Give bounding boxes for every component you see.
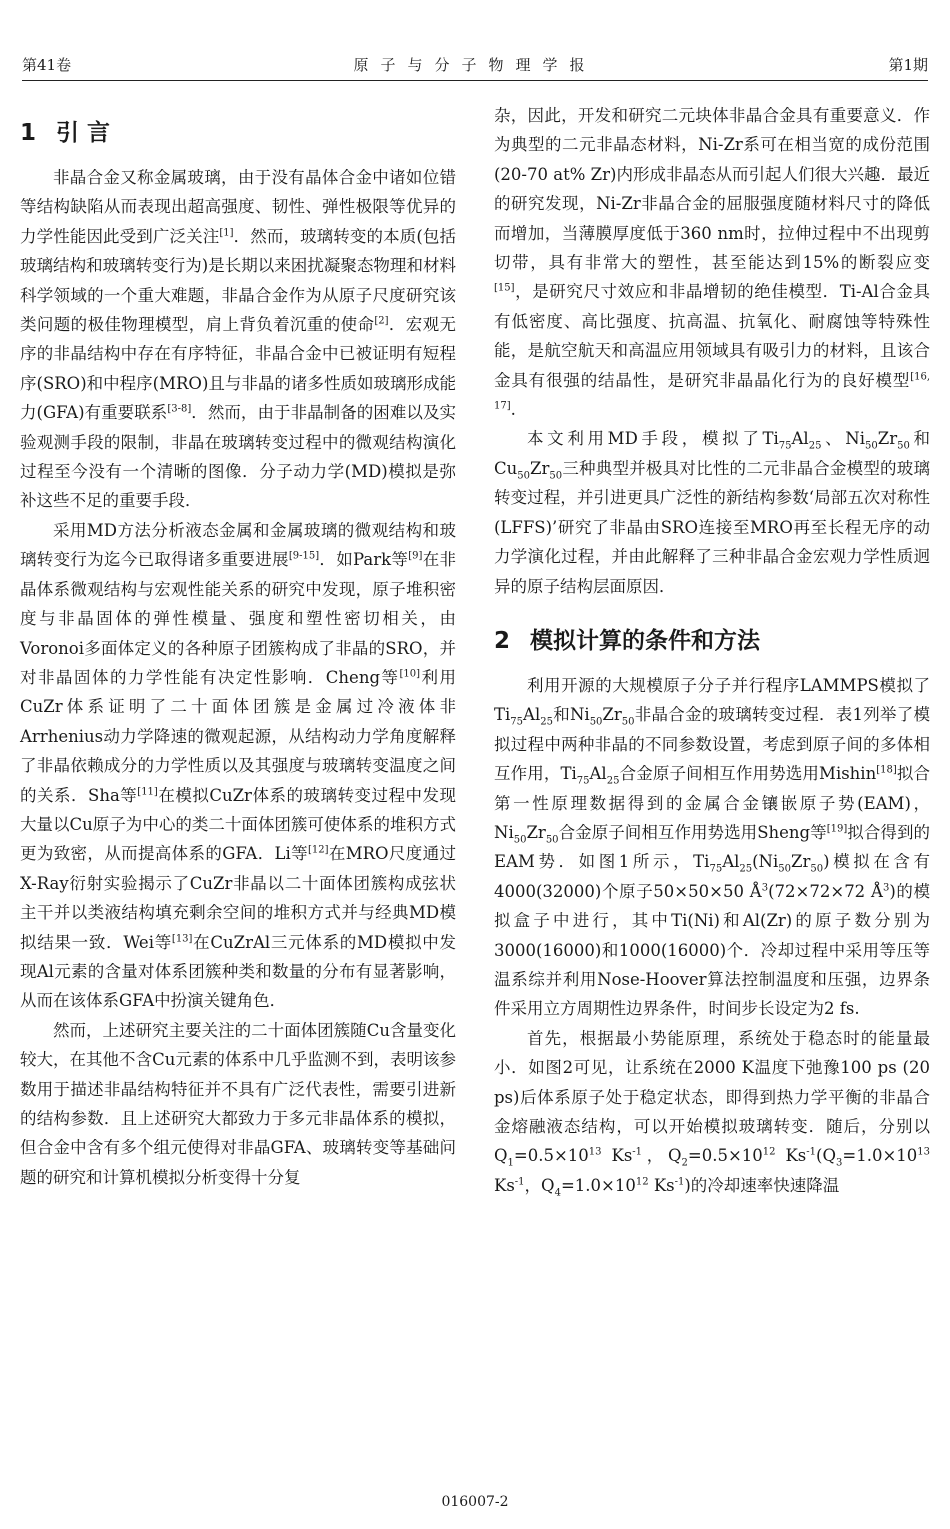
citation: [10] bbox=[399, 668, 421, 680]
paragraph: 非晶合金又称金属玻璃，由于没有晶体合金中诸如位错等结构缺陷从而表现出超高强度、韧性、弹性极限等优异的力学性能因此受到广泛关注[1]．然而，玻璃转变的本质(包括玻璃结构和玻璃转变行为)是长期以来困扰凝聚态物理和材料科学领域的一个重大难题，非晶合金作为从原子尺度研究该类问题的极佳物理模型，肩上背负着沉重的使命[2]．宏观无序的非晶结构中存在有序特征，非晶合金中已被证明有短程序(SRO)和中程序(MRO)且与非晶的诸多性质如玻璃形成能力(GFA)有重要联系[3-8]．然而，由于非晶制备的困难以及实验观测手段的限制，非晶在玻璃转变过程中的微观结构演化过程至今没有一个清晰的图像．分子动力学(MD)模拟是弥补这些不足的重要手段． bbox=[20, 168, 457, 511]
volume-label: 第41卷 bbox=[22, 56, 72, 74]
left-column bbox=[20, 101, 456, 1192]
right-column bbox=[494, 101, 930, 1200]
section-title: 引言 bbox=[56, 120, 119, 146]
citation: [13] bbox=[171, 933, 193, 945]
citation: [15] bbox=[494, 282, 515, 294]
section-title: 模拟计算的条件和方法 bbox=[530, 627, 761, 654]
paragraph: 本文利用MD手段，模拟了$Ti_{75}Al_{25}$、$Ni_{50}Zr_{50}$和$Cu_{50}Zr_{50}$三种典型并极具对比性的二元非晶合金模型的玻璃转变过程，并引进更具广泛性的新结构参数‘局部五次对称性(LFFS)’研究了非晶由SRO连接至MRO再至长程无序的动力学演化过程，并由此解释了三种非晶合金宏观力学性质迥异的原子结构层面原因． bbox=[494, 429, 931, 596]
citation: [9-15] bbox=[288, 550, 320, 562]
issue-label: 第1期 bbox=[888, 56, 928, 74]
running-header bbox=[22, 50, 928, 81]
citation: [19] bbox=[826, 823, 848, 835]
paragraph: 首先，根据最小势能原理，系统处于稳态时的能量最小．如图2可见，让系统在2000 K温度下弛豫100 ps (20 ps)后体系原子处于稳定状态，即得到热力学平衡的非晶合金熔融液态结构，可以开始模拟玻璃转变．随后，分别以$Q_1=0.5\times 10^{13}$ $Ks^{-1}$，$Q_2=0.5\times 10^{12}$ $Ks^{-1}(Q_3=1.0\times 10^{13}$ $Ks^{-1}$，$Q_4=1.0\times 10^{12}$ $Ks^{-1}$)的冷却速率快速降温 bbox=[494, 1028, 930, 1199]
paragraph: 利用开源的大规模原子分子并行程序LAMMPS模拟了$Ti_{75}Al_{25}$和$Ni_{50}Zr_{50}$非晶合金的玻璃转变过程．表1列举了模拟过程中两种非晶的不同参数设置，考虑到原子间的多体相互作用，$Ti_{75}Al_{25}$合金原子间相互作用势选用Mishin[18]拟合第一性原理数据得到的金属合金镶嵌原子势(EAM)，$Ni_{50}Zr_{50}$合金原子间相互作用势选用Sheng等[19]拟合得到的EAM势．如图1所示，$Ti_{75}Al_{25}(Ni_{50}Zr_{50})$模拟在含有4000(32000)个原子50×50×50 $Å^3(72\times 72\times 72$ $Å^3$)的模拟盒子中进行，其中Ti(Ni)和Al(Zr)的原子数分别为3000(16000)和1000(16000)个．冷却过程中采用等压等温系综并利用Nose-Hoover算法控制温度和压强，边界条件采用立方周期性边界条件，时间步长设定为2 fs. bbox=[494, 675, 931, 1019]
section-2-heading bbox=[494, 611, 930, 671]
citation: [12] bbox=[307, 844, 329, 856]
citation: [11] bbox=[137, 786, 158, 798]
paragraph: 然而，上述研究主要关注的二十面体团簇随Cu含量变化较大，在其他不含Cu元素的体系中几乎监测不到，表明该参数用于描述非晶结构特征并不具有广泛代表性，需要引进新的结构参数．且上述研究大都致力于多元非晶体系的模拟，但合金中含有多个组元使得对非晶GFA、玻璃转变等基础问题的研究和计算机模拟分析变得十分复 bbox=[20, 1020, 456, 1187]
citation: [2] bbox=[374, 315, 389, 327]
citation: [18] bbox=[876, 764, 897, 776]
paragraph-continued: 杂，因此，开发和研究二元块体非晶合金具有重要意义．作为典型的二元非晶态材料，Ni-Zr系可在相当宽的成份范围(20-70 at% Zr)内形成非晶态从而引起人们很大兴趣．最近的研究发现，Ni-Zr非晶合金的屈服强度随材料尺寸的降低而增加，当薄膜厚度低于360 nm时，拉伸过程中不出现剪切带，具有非常大的塑性，甚至能达到15%的断裂应变[15]，是研究尺寸效应和非晶增韧的绝佳模型．Ti-Al合金具有低密度、高比强度、抗高温、抗氧化、耐腐蚀等特殊性能，是航空航天和高温应用领域具有吸引力的材料，且该合金具有很强的结晶性，是研究非晶晶化行为的良好模型[16, 17]. bbox=[494, 106, 930, 420]
citation: [16, 17] bbox=[494, 371, 930, 412]
paragraph: 采用MD方法分析液态金属和金属玻璃的微观结构和玻璃转变行为迄今已取得诸多重要进展[9-15]．如Park等[9]在非晶体系微观结构与宏观性能关系的研究中发现，原子堆积密度与非晶固体的弹性模量、强度和塑性密切相关，由Voronoi多面体定义的各种原子团簇构成了非晶的SRO，并对非晶固体的力学性能有决定性影响．Cheng等[10]利用CuZr体系证明了二十面体团簇是金属过冷液体非Arrhenius动力学降速的微观起源，从结构动力学角度解释了非晶依赖成分的力学性质以及其强度与玻璃转变温度之间的关系．Sha等[11]在模拟CuZr体系的玻璃转变过程中发现大量以Cu原子为中心的类二十面体团簇可使体系的堆积方式更为致密，从而提高体系的GFA．Li等[12]在MRO尺度通过X-Ray衍射实验揭示了CuZr非晶以二十面体团簇构成弦状主干并以类液结构填充剩余空间的堆积方式并与经典MD模拟结果一致．Wei等[13]在CuZrAl三元体系的MD模拟中发现Al元素的含量对体系团簇种类和数量的分布有显著影响，从而在该体系GFA中扮演关键角色． bbox=[20, 520, 457, 1011]
section-1-heading bbox=[20, 103, 456, 163]
journal-name: 原子与分子物理学报 bbox=[353, 56, 597, 74]
section-number: 2 bbox=[494, 627, 511, 654]
section-number: 1 bbox=[20, 120, 37, 146]
citation: [1] bbox=[219, 227, 234, 239]
page-number: 016007-2 bbox=[441, 1494, 509, 1510]
citation: [9] bbox=[408, 550, 423, 562]
citation: [3-8] bbox=[167, 403, 192, 415]
